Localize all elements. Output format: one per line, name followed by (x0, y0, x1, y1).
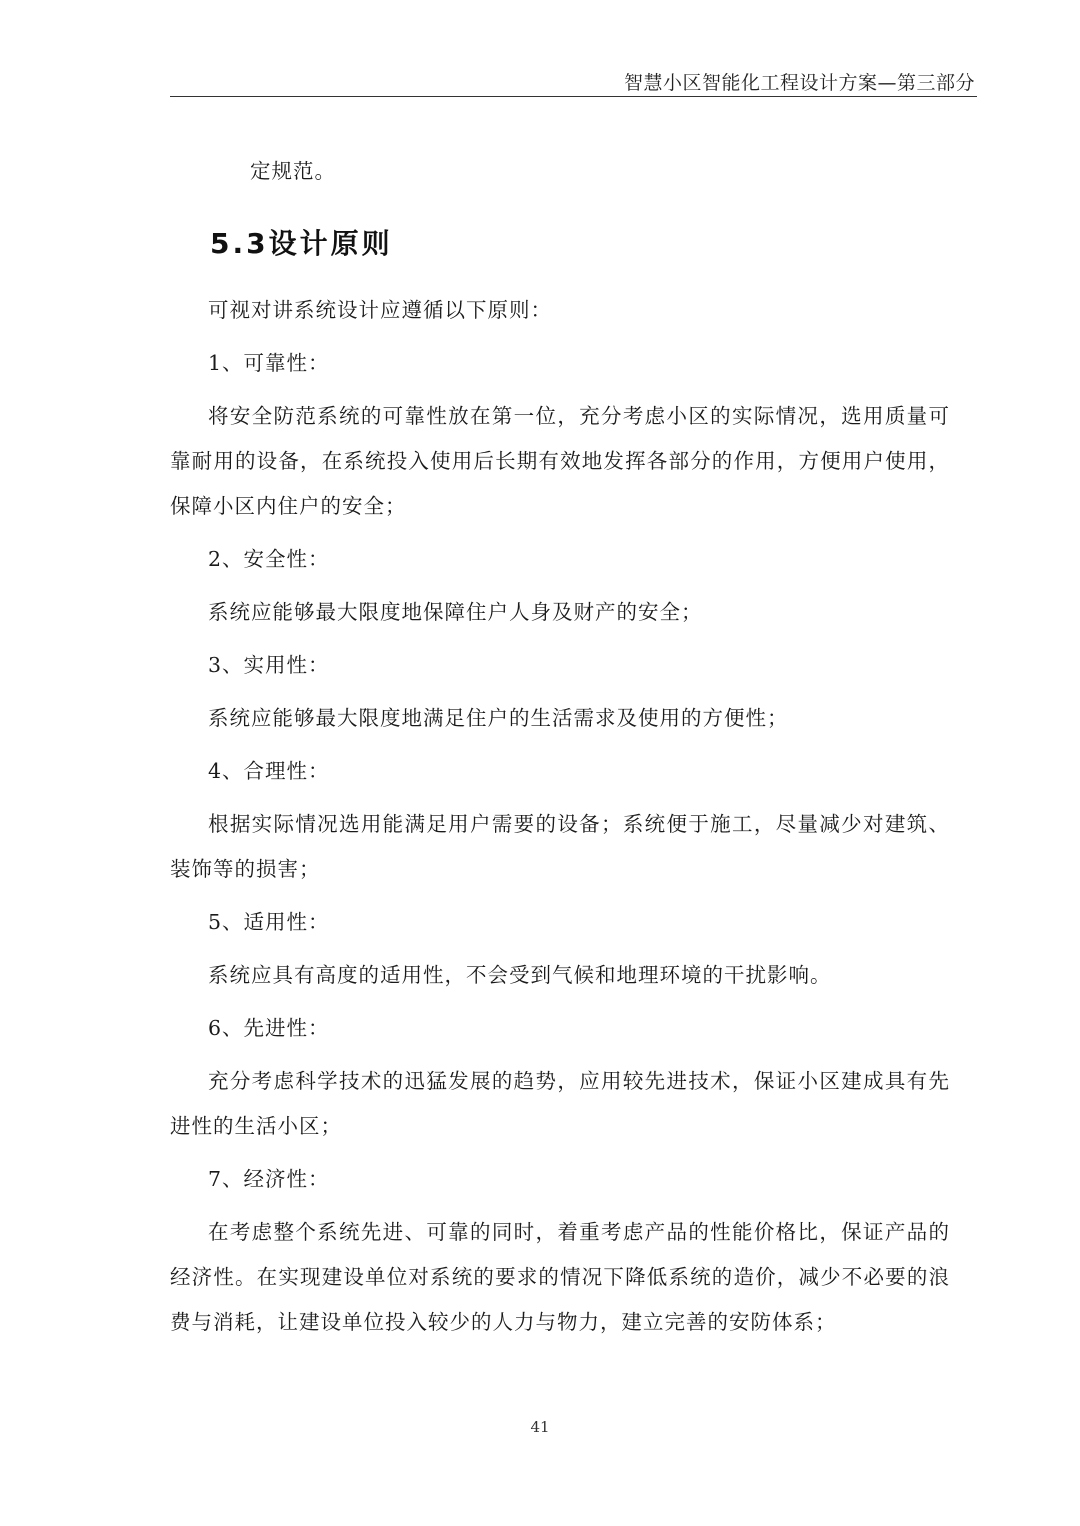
principle-body: 将安全防范系统的可靠性放在第一位，充分考虑小区的实际情况，选用质量可靠耐用的设备，在系统投入使用后长期有效地发挥各部分的作用，方便用户使用，保障小区内住户的安全； (170, 404, 950, 518)
principle-title: 2、安全性： (208, 547, 330, 571)
principle-title: 6、先进性： (208, 1016, 330, 1040)
header-title: 智慧小区智能化工程设计方案—第三部分 (623, 72, 975, 94)
continuation-text: 定规范。 (250, 159, 336, 183)
principle-body: 在考虑整个系统先进、可靠的同时，着重考虑产品的性能价格比，保证产品的经济性。在实现建设单位对系统的要求的情况下降低系统的造价，减少不必要的浪费与消耗，让建设单位投入较少的人力与物力，建立完善的安防体系； (170, 1220, 950, 1334)
section-heading: 5.3设计原则 (210, 227, 393, 260)
principle-item (170, 900, 950, 1006)
principle-item (170, 1006, 950, 1157)
principle-item (170, 643, 950, 749)
principle-title: 5、适用性： (208, 910, 330, 934)
principle-item (170, 1157, 950, 1345)
principle-item (170, 341, 950, 537)
principle-body: 系统应具有高度的适用性，不会受到气候和地理环境的干扰影响。 (208, 963, 832, 987)
principle-body: 根据实际情况选用能满足用户需要的设备；系统便于施工，尽量减少对建筑、装饰等的损害； (170, 812, 950, 881)
document-body (170, 148, 950, 1345)
section-intro: 可视对讲系统设计应遵循以下原则： (208, 298, 552, 322)
principle-title: 4、合理性： (208, 759, 330, 783)
principle-item (170, 537, 950, 643)
principle-title: 7、经济性： (208, 1167, 330, 1191)
principle-title: 1、可靠性： (208, 351, 330, 375)
page-number: 41 (530, 1418, 550, 1436)
page-header (170, 68, 977, 97)
principle-item (170, 749, 950, 900)
principle-body: 充分考虑科学技术的迅猛发展的趋势，应用较先进技术，保证小区建成具有先进性的生活小区； (170, 1069, 950, 1138)
principle-title: 3、实用性： (208, 653, 330, 677)
principle-body: 系统应能够最大限度地满足住户的生活需求及使用的方便性； (208, 706, 789, 730)
principle-body: 系统应能够最大限度地保障住户人身及财产的安全； (208, 600, 703, 624)
